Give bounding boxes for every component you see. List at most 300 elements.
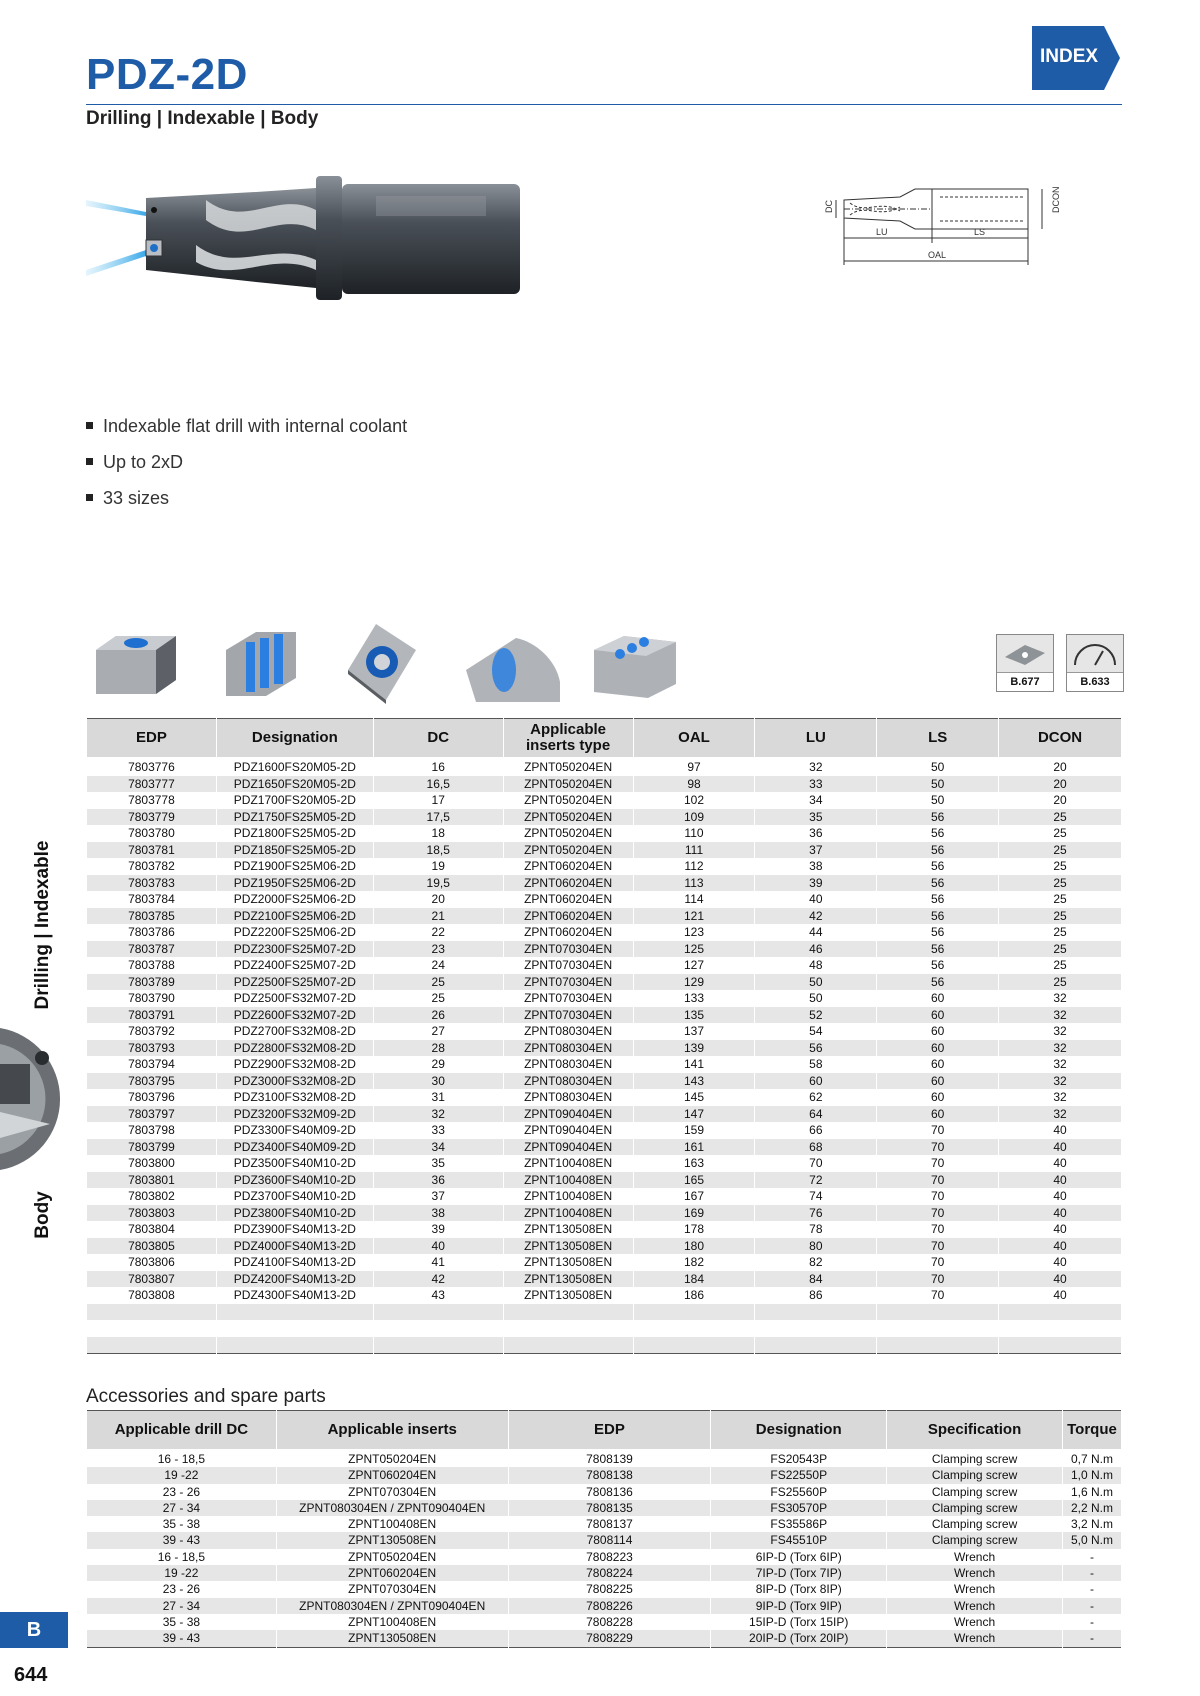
table-cell: PDZ3900FS40M13-2D bbox=[216, 1221, 373, 1238]
product-row bbox=[87, 1238, 1122, 1255]
table-cell: PDZ1950FS25M06-2D bbox=[216, 875, 373, 892]
table-cell: 46 bbox=[755, 941, 877, 958]
feature-item: Indexable flat drill with internal coolant bbox=[86, 416, 407, 437]
table-cell bbox=[999, 1337, 1122, 1354]
table-cell: 7803804 bbox=[87, 1221, 217, 1238]
table-cell bbox=[877, 1304, 999, 1321]
table-cell: 27 bbox=[373, 1023, 503, 1040]
table-cell: 7803776 bbox=[87, 758, 217, 776]
table-cell: 84 bbox=[755, 1271, 877, 1288]
table-cell bbox=[999, 1320, 1122, 1337]
product-row bbox=[87, 990, 1122, 1007]
table-cell: 72 bbox=[755, 1172, 877, 1189]
table-cell: ZPNT080304EN bbox=[503, 1040, 633, 1057]
table-cell: 25 bbox=[999, 924, 1122, 941]
table-cell: PDZ2200FS25M06-2D bbox=[216, 924, 373, 941]
table-cell: PDZ1850FS25M05-2D bbox=[216, 842, 373, 859]
table-cell: 7808224 bbox=[508, 1565, 711, 1581]
product-row bbox=[87, 1271, 1122, 1288]
table-cell: 50 bbox=[877, 792, 999, 809]
table-cell: 34 bbox=[373, 1139, 503, 1156]
table-cell: 39 bbox=[755, 875, 877, 892]
section-side-sublabel: Body bbox=[32, 1191, 53, 1239]
table-cell: PDZ4200FS40M13-2D bbox=[216, 1271, 373, 1288]
table-cell: 40 bbox=[373, 1238, 503, 1255]
table-cell: 7803797 bbox=[87, 1106, 217, 1123]
index-button[interactable] bbox=[1032, 26, 1120, 90]
table-cell bbox=[999, 1304, 1122, 1321]
table-cell: 7803796 bbox=[87, 1089, 217, 1106]
product-row bbox=[87, 858, 1122, 875]
table-cell: 35 - 38 bbox=[87, 1516, 277, 1532]
table-cell: Wrench bbox=[887, 1581, 1063, 1597]
table-cell: 32 bbox=[999, 1056, 1122, 1073]
table-cell: 25 bbox=[999, 908, 1122, 925]
table-cell: 60 bbox=[877, 1023, 999, 1040]
table-cell: 26 bbox=[373, 1007, 503, 1024]
table-cell: 133 bbox=[633, 990, 755, 1007]
product-row bbox=[87, 1221, 1122, 1238]
product-row bbox=[87, 1172, 1122, 1189]
table-cell: 24 bbox=[373, 957, 503, 974]
table-cell: 25 bbox=[999, 809, 1122, 826]
table-cell: 68 bbox=[755, 1139, 877, 1156]
index-button-label: INDEX bbox=[1040, 46, 1099, 67]
table-cell: ZPNT060204EN bbox=[503, 908, 633, 925]
table-cell: 123 bbox=[633, 924, 755, 941]
table-cell: 7808114 bbox=[508, 1532, 711, 1548]
insert-plate-icon bbox=[997, 635, 1053, 673]
table-cell: 25 bbox=[999, 974, 1122, 991]
table-cell: 42 bbox=[755, 908, 877, 925]
table-cell: PDZ2800FS32M08-2D bbox=[216, 1040, 373, 1057]
table-cell: 7803779 bbox=[87, 809, 217, 826]
table-cell: PDZ3400FS40M09-2D bbox=[216, 1139, 373, 1156]
column-header-dcon: DCON bbox=[999, 719, 1122, 759]
table-cell: 60 bbox=[755, 1073, 877, 1090]
table-cell: ZPNT060204EN bbox=[276, 1565, 508, 1581]
table-cell: 50 bbox=[755, 974, 877, 991]
table-cell: 5,0 N.m bbox=[1062, 1532, 1121, 1548]
table-cell: 36 bbox=[755, 825, 877, 842]
table-cell bbox=[216, 1320, 373, 1337]
table-cell: FS45510P bbox=[711, 1532, 887, 1548]
table-cell: 23 bbox=[373, 941, 503, 958]
table-cell: 70 bbox=[877, 1271, 999, 1288]
product-row bbox=[87, 974, 1122, 991]
table-cell: PDZ2300FS25M07-2D bbox=[216, 941, 373, 958]
table-cell: PDZ1650FS20M05-2D bbox=[216, 776, 373, 793]
table-cell bbox=[755, 1320, 877, 1337]
page-subtitle: Drilling | Indexable | Body bbox=[86, 108, 319, 129]
table-cell bbox=[755, 1337, 877, 1354]
reference-gauge-page[interactable] bbox=[1066, 634, 1124, 692]
table-cell: 60 bbox=[877, 1106, 999, 1123]
table-cell: 8IP-D (Torx 8IP) bbox=[711, 1581, 887, 1597]
table-cell: - bbox=[1062, 1581, 1121, 1597]
table-cell: ZPNT070304EN bbox=[503, 990, 633, 1007]
table-cell: 147 bbox=[633, 1106, 755, 1123]
table-cell: ZPNT060204EN bbox=[503, 891, 633, 908]
table-cell: ZPNT080304EN / ZPNT090404EN bbox=[276, 1500, 508, 1516]
table-cell: 113 bbox=[633, 875, 755, 892]
insert-shapes bbox=[86, 620, 686, 709]
table-cell: FS30570P bbox=[711, 1500, 887, 1516]
table-cell: 56 bbox=[877, 924, 999, 941]
table-cell: ZPNT050204EN bbox=[503, 776, 633, 793]
table-cell: 7803805 bbox=[87, 1238, 217, 1255]
table-cell bbox=[87, 1320, 217, 1337]
table-cell: 145 bbox=[633, 1089, 755, 1106]
table-cell: 20 bbox=[999, 758, 1122, 776]
table-cell: 70 bbox=[877, 1122, 999, 1139]
table-cell: 60 bbox=[877, 1073, 999, 1090]
table-cell: 56 bbox=[877, 809, 999, 826]
product-row bbox=[87, 908, 1122, 925]
table-cell: 39 bbox=[373, 1221, 503, 1238]
table-cell: PDZ3200FS32M09-2D bbox=[216, 1106, 373, 1123]
table-cell: 38 bbox=[755, 858, 877, 875]
table-cell bbox=[633, 1304, 755, 1321]
table-cell: 7808226 bbox=[508, 1598, 711, 1614]
table-cell: 39 - 43 bbox=[87, 1630, 277, 1647]
table-cell: 40 bbox=[999, 1172, 1122, 1189]
table-cell: ZPNT050204EN bbox=[503, 842, 633, 859]
table-cell: 25 bbox=[373, 990, 503, 1007]
table-cell: 7803777 bbox=[87, 776, 217, 793]
table-cell: 7803784 bbox=[87, 891, 217, 908]
table-cell: ZPNT060204EN bbox=[276, 1467, 508, 1483]
table-cell: Wrench bbox=[887, 1630, 1063, 1647]
table-cell: 7803801 bbox=[87, 1172, 217, 1189]
table-cell: 16 - 18,5 bbox=[87, 1549, 277, 1565]
table-cell: ZPNT070304EN bbox=[503, 1007, 633, 1024]
table-cell: 161 bbox=[633, 1139, 755, 1156]
table-cell: 159 bbox=[633, 1122, 755, 1139]
table-cell: 139 bbox=[633, 1040, 755, 1057]
column-header-inserts-type: Applicable inserts type bbox=[503, 719, 633, 759]
column-header-oal: OAL bbox=[633, 719, 755, 759]
table-cell: 66 bbox=[755, 1122, 877, 1139]
table-cell: 60 bbox=[877, 1007, 999, 1024]
table-cell: 20 bbox=[999, 792, 1122, 809]
table-cell: 60 bbox=[877, 990, 999, 1007]
table-cell: 18,5 bbox=[373, 842, 503, 859]
column-header-specification: Specification bbox=[887, 1411, 1063, 1451]
table-cell: 7803794 bbox=[87, 1056, 217, 1073]
product-row bbox=[87, 1122, 1122, 1139]
table-cell: 7803806 bbox=[87, 1254, 217, 1271]
table-cell: 7803792 bbox=[87, 1023, 217, 1040]
table-cell: FS22550P bbox=[711, 1467, 887, 1483]
table-cell: ZPNT130508EN bbox=[503, 1238, 633, 1255]
table-cell: 2,2 N.m bbox=[1062, 1500, 1121, 1516]
table-cell: 7808223 bbox=[508, 1549, 711, 1565]
table-cell: 7808136 bbox=[508, 1484, 711, 1500]
table-cell: 37 bbox=[755, 842, 877, 859]
table-cell: 16 - 18,5 bbox=[87, 1450, 277, 1467]
table-header-row bbox=[87, 719, 1122, 759]
table-cell: PDZ1750FS25M05-2D bbox=[216, 809, 373, 826]
table-cell: 76 bbox=[755, 1205, 877, 1222]
table-cell: 56 bbox=[877, 957, 999, 974]
table-cell: - bbox=[1062, 1565, 1121, 1581]
table-cell: ZPNT100408EN bbox=[276, 1516, 508, 1532]
product-row bbox=[87, 758, 1122, 776]
table-cell: 7803781 bbox=[87, 842, 217, 859]
table-cell: Clamping screw bbox=[887, 1516, 1063, 1532]
table-cell: ZPNT070304EN bbox=[276, 1484, 508, 1500]
page-number: 644 bbox=[14, 1664, 48, 1686]
table-cell: PDZ3700FS40M10-2D bbox=[216, 1188, 373, 1205]
table-cell: 40 bbox=[999, 1205, 1122, 1222]
square-insert-icon bbox=[96, 636, 176, 694]
table-cell: 70 bbox=[755, 1155, 877, 1172]
table-cell bbox=[877, 1320, 999, 1337]
table-cell: 180 bbox=[633, 1238, 755, 1255]
table-cell: 56 bbox=[877, 858, 999, 875]
table-cell: 40 bbox=[999, 1122, 1122, 1139]
accessory-row bbox=[87, 1450, 1122, 1467]
table-cell: 74 bbox=[755, 1188, 877, 1205]
product-row bbox=[87, 1287, 1122, 1304]
table-cell bbox=[216, 1337, 373, 1354]
product-row bbox=[87, 1056, 1122, 1073]
table-cell: 135 bbox=[633, 1007, 755, 1024]
page-title: PDZ-2D bbox=[86, 50, 248, 99]
column-header-designation: Designation bbox=[711, 1411, 887, 1451]
table-cell: 7803798 bbox=[87, 1122, 217, 1139]
table-cell: 3,2 N.m bbox=[1062, 1516, 1121, 1532]
table-cell: 141 bbox=[633, 1056, 755, 1073]
accessory-row bbox=[87, 1598, 1122, 1614]
table-cell: 182 bbox=[633, 1254, 755, 1271]
table-cell: FS25560P bbox=[711, 1484, 887, 1500]
accessories-table bbox=[86, 1410, 1122, 1648]
table-cell: PDZ3300FS40M09-2D bbox=[216, 1122, 373, 1139]
table-cell: Wrench bbox=[887, 1598, 1063, 1614]
table-cell: 40 bbox=[999, 1287, 1122, 1304]
table-cell: ZPNT090404EN bbox=[503, 1122, 633, 1139]
accessory-row bbox=[87, 1549, 1122, 1565]
table-cell: 6IP-D (Torx 6IP) bbox=[711, 1549, 887, 1565]
table-cell: 7803795 bbox=[87, 1073, 217, 1090]
product-row bbox=[87, 891, 1122, 908]
table-cell: 40 bbox=[999, 1221, 1122, 1238]
section-tab[interactable]: B bbox=[0, 1612, 68, 1648]
table-cell: 32 bbox=[999, 1073, 1122, 1090]
table-cell: ZPNT070304EN bbox=[276, 1581, 508, 1597]
table-cell: 23 - 26 bbox=[87, 1484, 277, 1500]
table-cell: 7803783 bbox=[87, 875, 217, 892]
table-cell: 52 bbox=[755, 1007, 877, 1024]
table-cell: 97 bbox=[633, 758, 755, 776]
table-cell: 58 bbox=[755, 1056, 877, 1073]
accessory-row bbox=[87, 1565, 1122, 1581]
table-cell: 15IP-D (Torx 15IP) bbox=[711, 1614, 887, 1630]
table-cell: 7803800 bbox=[87, 1155, 217, 1172]
table-cell: 112 bbox=[633, 858, 755, 875]
table-cell: 32 bbox=[373, 1106, 503, 1123]
table-cell: 163 bbox=[633, 1155, 755, 1172]
accessory-row bbox=[87, 1630, 1122, 1647]
table-cell: 1,6 N.m bbox=[1062, 1484, 1121, 1500]
empty-row bbox=[87, 1304, 1122, 1321]
table-cell: ZPNT090404EN bbox=[503, 1139, 633, 1156]
table-cell: 70 bbox=[877, 1188, 999, 1205]
table-cell bbox=[755, 1304, 877, 1321]
table-cell: ZPNT070304EN bbox=[503, 941, 633, 958]
table-cell: ZPNT100408EN bbox=[503, 1205, 633, 1222]
table-cell: 7803785 bbox=[87, 908, 217, 925]
table-cell: ZPNT090404EN bbox=[503, 1106, 633, 1123]
table-cell: 121 bbox=[633, 908, 755, 925]
table-cell: ZPNT100408EN bbox=[503, 1172, 633, 1189]
product-row bbox=[87, 1040, 1122, 1057]
table-cell: FS35586P bbox=[711, 1516, 887, 1532]
table-cell: 39 - 43 bbox=[87, 1532, 277, 1548]
table-cell: 25 bbox=[999, 842, 1122, 859]
table-cell: 70 bbox=[877, 1139, 999, 1156]
table-cell: 32 bbox=[999, 1040, 1122, 1057]
product-row bbox=[87, 825, 1122, 842]
table-cell: ZPNT050204EN bbox=[503, 792, 633, 809]
table-cell: 35 bbox=[755, 809, 877, 826]
product-row bbox=[87, 941, 1122, 958]
table-cell: 16,5 bbox=[373, 776, 503, 793]
table-cell: 33 bbox=[373, 1122, 503, 1139]
empty-row bbox=[87, 1337, 1122, 1354]
table-cell bbox=[87, 1304, 217, 1321]
table-cell: 40 bbox=[755, 891, 877, 908]
table-cell: 7803780 bbox=[87, 825, 217, 842]
table-cell bbox=[503, 1320, 633, 1337]
table-cell: ZPNT080304EN bbox=[503, 1089, 633, 1106]
table-cell: ZPNT050204EN bbox=[276, 1450, 508, 1467]
grooved-insert-icon bbox=[226, 632, 296, 696]
table-cell: 7803789 bbox=[87, 974, 217, 991]
table-cell: PDZ3600FS40M10-2D bbox=[216, 1172, 373, 1189]
table-cell: 7803778 bbox=[87, 792, 217, 809]
table-cell: 38 bbox=[373, 1205, 503, 1222]
table-cell: PDZ2400FS25M07-2D bbox=[216, 957, 373, 974]
table-cell: 78 bbox=[755, 1221, 877, 1238]
product-table bbox=[86, 718, 1122, 1354]
table-cell: 25 bbox=[999, 941, 1122, 958]
product-row bbox=[87, 809, 1122, 826]
table-cell: Clamping screw bbox=[887, 1532, 1063, 1548]
table-cell: 48 bbox=[755, 957, 877, 974]
feature-item: 33 sizes bbox=[86, 488, 169, 509]
table-cell: 19 bbox=[373, 858, 503, 875]
table-cell: 7803790 bbox=[87, 990, 217, 1007]
table-cell: 41 bbox=[373, 1254, 503, 1271]
table-cell: 62 bbox=[755, 1089, 877, 1106]
table-cell: 40 bbox=[999, 1238, 1122, 1255]
reference-label: B.633 bbox=[1067, 672, 1123, 691]
table-cell: 70 bbox=[877, 1254, 999, 1271]
product-row bbox=[87, 1205, 1122, 1222]
table-cell: - bbox=[1062, 1549, 1121, 1565]
table-cell bbox=[503, 1304, 633, 1321]
round-edge-insert-icon bbox=[466, 638, 560, 702]
table-cell: PDZ2000FS25M06-2D bbox=[216, 891, 373, 908]
table-cell: 34 bbox=[755, 792, 877, 809]
table-cell: 17 bbox=[373, 792, 503, 809]
table-cell bbox=[633, 1320, 755, 1337]
table-cell: PDZ4000FS40M13-2D bbox=[216, 1238, 373, 1255]
table-cell: ZPNT130508EN bbox=[503, 1287, 633, 1304]
table-cell: 40 bbox=[999, 1188, 1122, 1205]
reference-insert-page[interactable] bbox=[996, 634, 1054, 692]
column-header-lu: LU bbox=[755, 719, 877, 759]
table-cell: 56 bbox=[877, 974, 999, 991]
table-cell: 82 bbox=[755, 1254, 877, 1271]
table-cell: 7803791 bbox=[87, 1007, 217, 1024]
table-cell: - bbox=[1062, 1614, 1121, 1630]
table-cell: ZPNT130508EN bbox=[276, 1532, 508, 1548]
table-cell bbox=[216, 1304, 373, 1321]
product-row bbox=[87, 924, 1122, 941]
section-side-label: Drilling | Indexable bbox=[32, 840, 53, 1010]
table-cell: 167 bbox=[633, 1188, 755, 1205]
gauge-icon bbox=[1067, 635, 1123, 673]
table-cell: 7803803 bbox=[87, 1205, 217, 1222]
table-cell: ZPNT130508EN bbox=[503, 1254, 633, 1271]
accessory-row bbox=[87, 1581, 1122, 1597]
table-cell: 1,0 N.m bbox=[1062, 1467, 1121, 1483]
product-row bbox=[87, 1155, 1122, 1172]
table-cell: 70 bbox=[877, 1155, 999, 1172]
table-cell: 184 bbox=[633, 1271, 755, 1288]
table-cell: 7808229 bbox=[508, 1630, 711, 1647]
table-cell: PDZ1800FS25M05-2D bbox=[216, 825, 373, 842]
table-cell: 7808137 bbox=[508, 1516, 711, 1532]
table-cell: 25 bbox=[999, 875, 1122, 892]
table-cell: 169 bbox=[633, 1205, 755, 1222]
table-cell: 40 bbox=[999, 1139, 1122, 1156]
title-divider bbox=[86, 104, 1122, 105]
table-cell: 165 bbox=[633, 1172, 755, 1189]
table-cell: 70 bbox=[877, 1221, 999, 1238]
table-cell: 25 bbox=[999, 825, 1122, 842]
table-cell: 60 bbox=[877, 1056, 999, 1073]
table-cell: 22 bbox=[373, 924, 503, 941]
accessory-row bbox=[87, 1614, 1122, 1630]
product-row bbox=[87, 792, 1122, 809]
table-cell: PDZ4100FS40M13-2D bbox=[216, 1254, 373, 1271]
table-cell: 186 bbox=[633, 1287, 755, 1304]
table-cell: Wrench bbox=[887, 1549, 1063, 1565]
table-cell: 50 bbox=[877, 776, 999, 793]
table-cell bbox=[373, 1320, 503, 1337]
table-cell: 32 bbox=[755, 758, 877, 776]
table-cell: - bbox=[1062, 1630, 1121, 1647]
table-cell: ZPNT130508EN bbox=[276, 1630, 508, 1647]
table-cell: 40 bbox=[999, 1271, 1122, 1288]
column-header-dc: DC bbox=[373, 719, 503, 759]
table-cell: 40 bbox=[999, 1254, 1122, 1271]
product-row bbox=[87, 1073, 1122, 1090]
table-cell: 7IP-D (Torx 7IP) bbox=[711, 1565, 887, 1581]
table-cell: 60 bbox=[877, 1040, 999, 1057]
table-cell: 178 bbox=[633, 1221, 755, 1238]
technical-drawing bbox=[820, 175, 1090, 290]
table-cell: 19,5 bbox=[373, 875, 503, 892]
table-cell: 18 bbox=[373, 825, 503, 842]
table-cell: PDZ2700FS32M08-2D bbox=[216, 1023, 373, 1040]
product-row bbox=[87, 1089, 1122, 1106]
